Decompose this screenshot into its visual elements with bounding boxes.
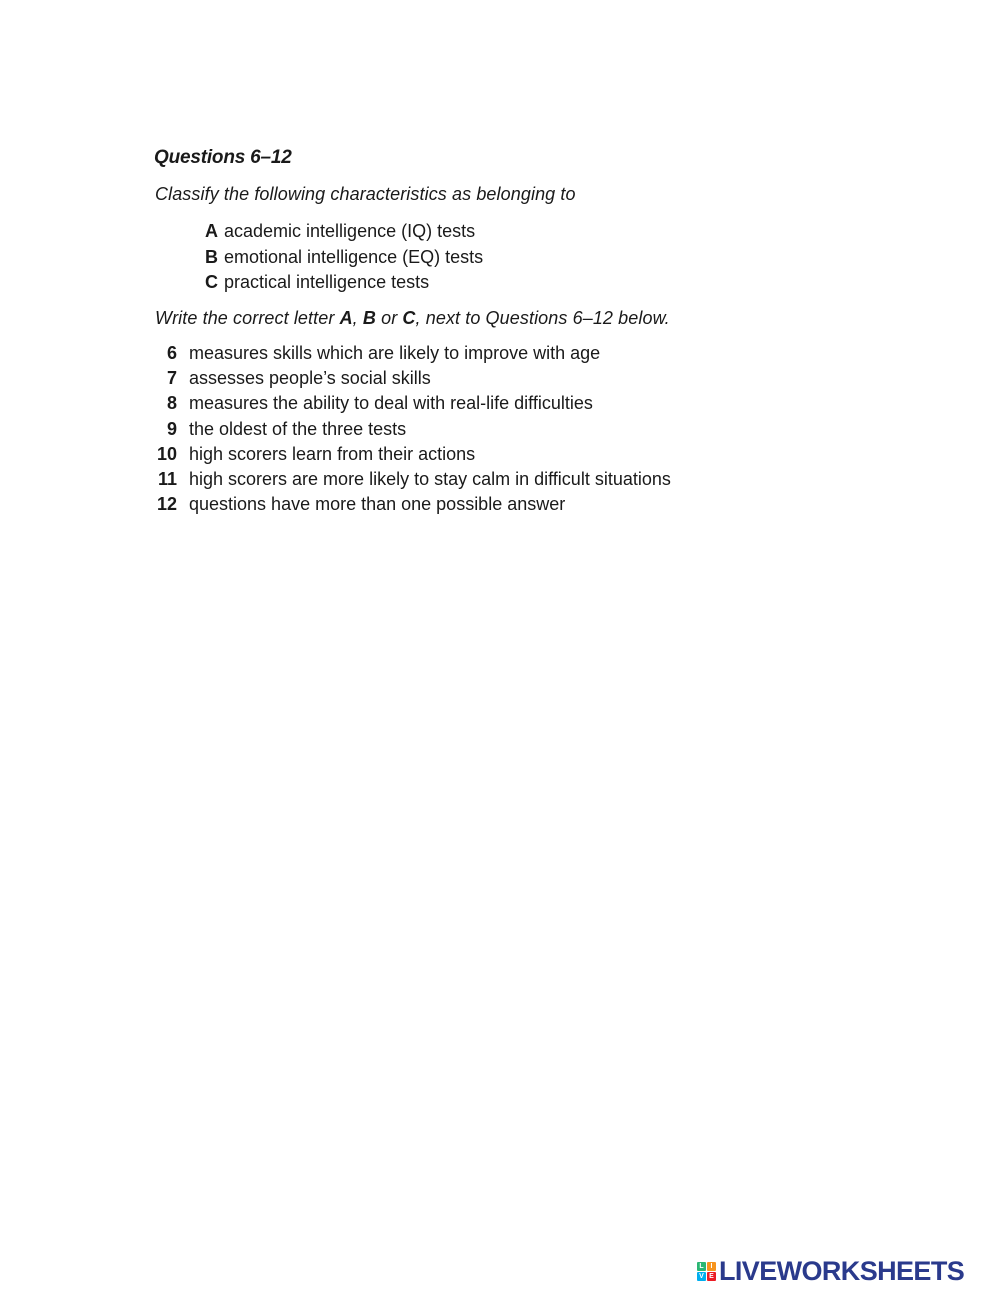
instruction-write-letter: [155, 308, 670, 329]
logo-mark-cell: E: [707, 1272, 716, 1281]
instruction-letter-c: C: [402, 308, 416, 328]
question-item: [148, 366, 671, 391]
option-letter: A: [205, 221, 218, 241]
question-text: high scorers are more likely to stay calm in difficult situations: [189, 468, 671, 489]
instruction-separator: ,: [352, 308, 363, 328]
question-number: 10: [156, 443, 177, 464]
option-letter: B: [205, 246, 218, 267]
question-text: assesses people’s social skills: [189, 368, 431, 389]
option-text: practical intelligence tests: [224, 272, 430, 292]
question-item: [148, 492, 671, 517]
question-item: [148, 391, 671, 416]
instruction-letter-a: A: [339, 308, 353, 328]
instruction-letter-b: B: [362, 308, 376, 328]
section-heading: Questions 6–12: [154, 147, 292, 168]
question-number: 12: [156, 494, 177, 515]
question-number: 11: [157, 468, 177, 489]
question-text: measures the ability to deal with real-life difficulties: [189, 393, 593, 414]
liveworksheets-logo-icon: [697, 1262, 716, 1281]
logo-mark-cell: I: [707, 1262, 716, 1271]
question-number: 8: [166, 393, 177, 414]
option-b: [205, 245, 483, 271]
logo-mark-cell: V: [697, 1272, 706, 1281]
question-item: [148, 341, 671, 366]
question-text: high scorers learn from their actions: [189, 443, 476, 464]
question-number: 9: [166, 418, 177, 439]
options-list: [205, 219, 483, 296]
option-text: emotional intelligence (EQ) tests: [224, 246, 484, 267]
question-text: questions have more than one possible answer: [189, 494, 566, 515]
option-text: academic intelligence (IQ) tests: [224, 221, 476, 241]
logo-text: LIVEWORKSHEETS: [719, 1255, 965, 1286]
question-number: 7: [166, 368, 177, 389]
instruction-text: , next to Questions 6–12 below.: [415, 308, 670, 328]
instruction-classify: Classify the following characteristics as belonging to: [155, 184, 576, 204]
logo-mark-cell: L: [697, 1262, 706, 1271]
question-item: [148, 442, 671, 467]
question-item: [148, 417, 671, 442]
option-a: [205, 219, 483, 245]
question-text: measures skills which are likely to improve with age: [189, 343, 601, 363]
option-c: [205, 270, 483, 296]
question-text: the oldest of the three tests: [189, 418, 407, 439]
question-number: 6: [166, 343, 177, 363]
question-item: [148, 467, 671, 492]
option-letter: C: [205, 272, 218, 292]
liveworksheets-logo: [697, 1256, 964, 1286]
instruction-separator: or: [375, 308, 403, 328]
instruction-text: Write the correct letter: [155, 308, 340, 328]
questions-list: [148, 341, 671, 517]
